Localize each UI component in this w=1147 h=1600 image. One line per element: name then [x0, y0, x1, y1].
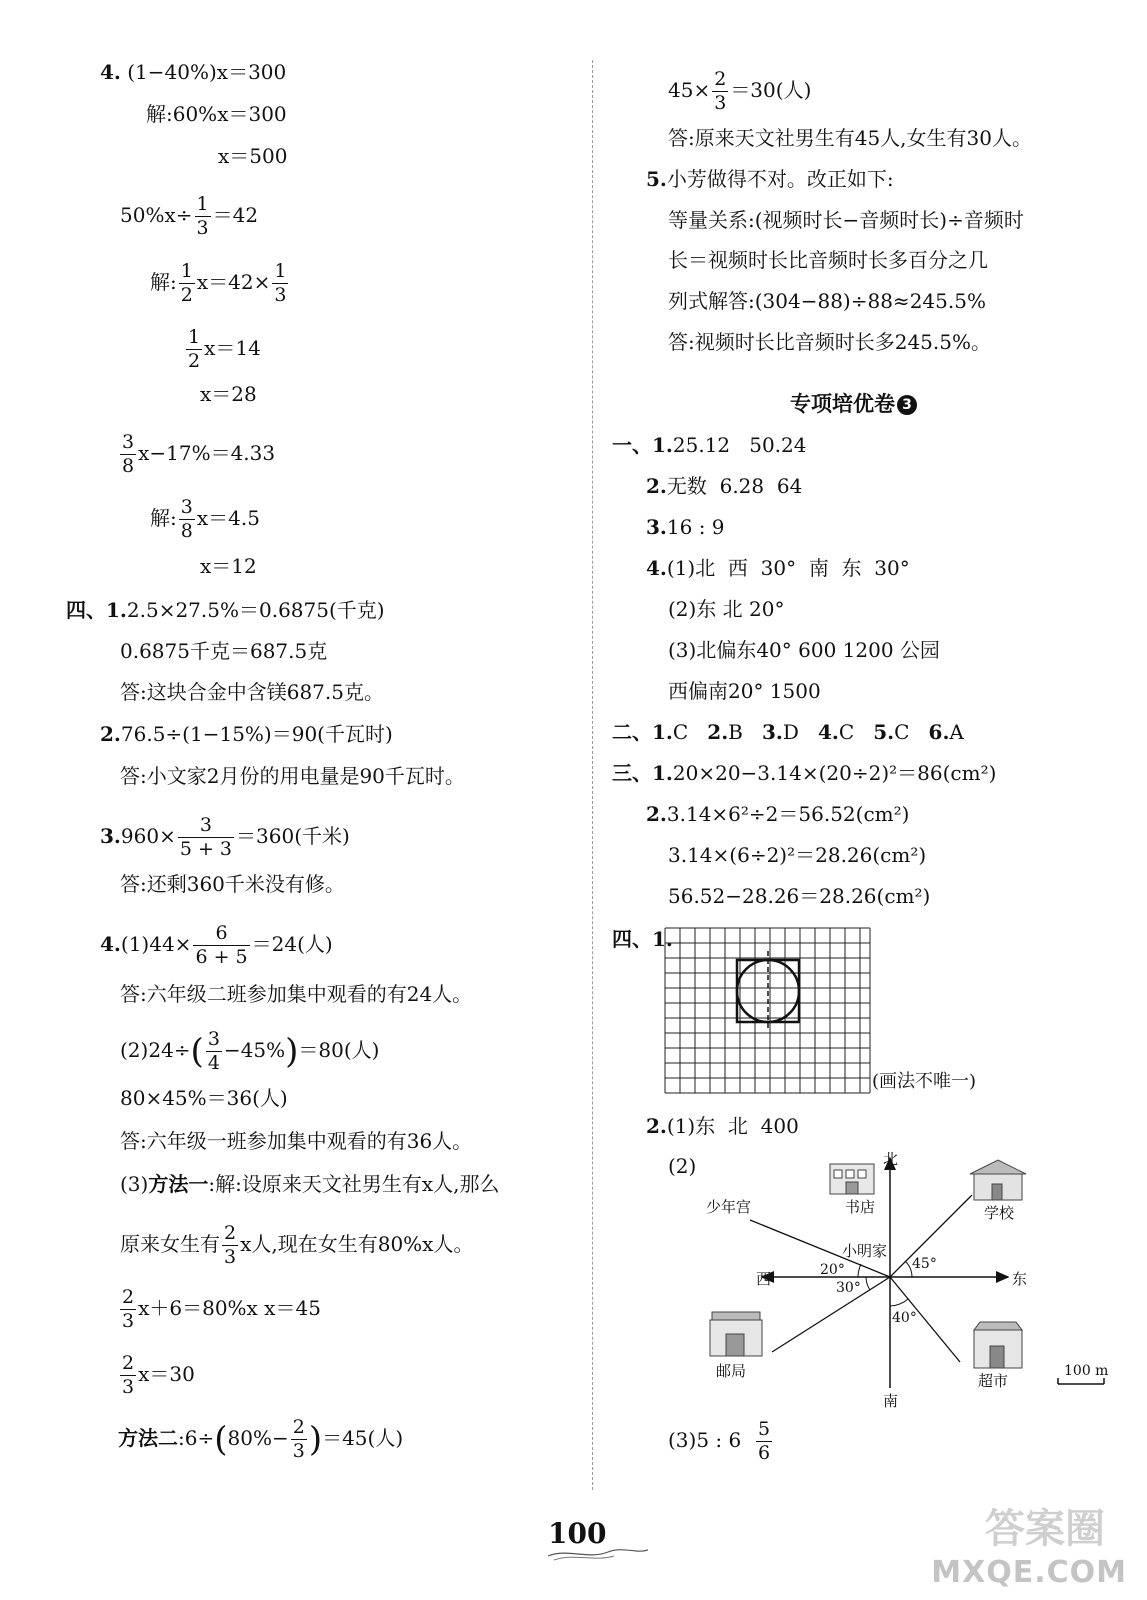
label-angle-20: 20°: [820, 1262, 845, 1278]
label-school: 学校: [984, 1204, 1015, 1222]
sec4-q1-label: 四、1.: [612, 927, 673, 951]
angle-arc-40: [890, 1299, 908, 1306]
sec1-q4-part2: (2)东 北 20°: [668, 597, 785, 621]
sec3-q2-line2: 3.14×(6÷2)²＝28.26(cm²): [668, 843, 927, 867]
sec1-q2: 2.无数 6.28 64: [646, 474, 803, 498]
section-4-q4-part3-line1: (3)方法一:解:设原来天文社男生有x人,那么: [120, 1172, 500, 1196]
sec3-q2: 2.3.14×6²÷2＝56.52(cm²): [646, 802, 910, 826]
watermark-url: MXQE.COM: [931, 1555, 1127, 1590]
section-4-q3-answer: 答:还剩360千米没有修。: [120, 872, 345, 896]
fraction-two-thirds: $\frac{2}{3}$: [292, 1416, 305, 1462]
sec1-q1: 一、1.25.12 50.24: [612, 433, 807, 457]
q5-step-3: x＝28: [200, 382, 257, 406]
label-home: 小明家: [842, 1242, 888, 1260]
fraction-three-quarters: $\frac{3}{4}$: [207, 1028, 220, 1074]
section-4-q2-answer: 答:小文家2月份的用电量是90千瓦时。: [120, 764, 465, 788]
section-4-q4-method2: 方法二:6÷(80%− $\frac{2}{3}$ )＝45(人): [118, 1416, 404, 1462]
label-north: 北: [883, 1150, 899, 1168]
fraction-one-third: $\frac{1}{3}$: [274, 260, 287, 306]
label-west: 西: [756, 1270, 772, 1288]
q4-step-2: x＝500: [218, 144, 288, 168]
sec4-q2-part3: (3)5 : 6 $\frac{5}{6}$: [668, 1418, 771, 1464]
r-q5-relation: 等量关系:(视频时长−音频时长)÷音频时: [668, 208, 1024, 232]
section-4-q4-part1: 4.(1)44× $\frac{6}{6 + 5}$ ＝24(人): [100, 922, 333, 968]
angle-arc-30: [866, 1277, 870, 1290]
q5-equation: 50%x÷ $\frac{1}{3}$ ＝42: [120, 193, 259, 239]
section-4-q4-part3-result: $\frac{2}{3}$ x＝30: [122, 1352, 195, 1398]
q5-step-2: $\frac{1}{2}$ x＝14: [188, 326, 261, 372]
q6-step-1: 解: $\frac{3}{8}$ x＝4.5: [150, 496, 260, 542]
r-q5: 5.小芳做得不对。改正如下:: [646, 167, 894, 191]
q4-equation: 4. (1−40%)x＝300: [100, 60, 287, 84]
r-q5-solution: 列式解答:(304−88)÷88≈245.5%: [668, 289, 986, 313]
r-q5-relation-2: 长＝视频时长比音频时长多百分之几: [668, 248, 988, 272]
watermark-logo-text: 答案圈: [985, 1506, 1105, 1552]
ray-post-office: [772, 1277, 890, 1352]
fraction-two-thirds: $\frac{2}{3}$: [122, 1286, 135, 1332]
fraction-half: $\frac{1}{2}$: [180, 260, 193, 306]
supermarket-icon: [974, 1322, 1022, 1368]
fraction-two-thirds: $\frac{2}{3}$: [714, 68, 727, 114]
sec3-q1: 三、1.20×20−3.14×(20÷2)²＝86(cm²): [612, 761, 997, 785]
label-east: 东: [1012, 1270, 1028, 1288]
section-4-q1-line2: 0.6875千克＝687.5克: [120, 639, 328, 663]
sec3-q2-line3: 56.52−28.26＝28.26(cm²): [668, 884, 931, 908]
bookstore-icon: [830, 1164, 874, 1194]
label-youth-palace: 少年宫: [706, 1198, 752, 1216]
r-q5-answer: 答:视频时长比音频时长多245.5%。: [668, 330, 991, 354]
angle-arc-20: [858, 1264, 861, 1277]
section-4-q2: 2.76.5÷(1−15%)＝90(千瓦时): [100, 722, 393, 746]
school-icon: [970, 1160, 1026, 1200]
fraction-three-eighths: $\frac{3}{8}$: [122, 431, 135, 477]
q4-step-1: 解:60%x＝300: [146, 102, 287, 126]
section-4-q4-part3-equation: $\frac{2}{3}$ x＋6＝80%x x＝45: [122, 1286, 321, 1332]
post-office-icon: [710, 1312, 762, 1356]
section-4-q1-answer: 答:这块合金中含镁687.5克。: [120, 680, 384, 704]
label-bookstore: 书店: [845, 1198, 876, 1216]
section-4-q4-answer1: 答:六年级二班参加集中观看的有24人。: [120, 982, 473, 1006]
sec4-q2-part2-label: (2): [668, 1154, 697, 1178]
sec1-q4-part3: (3)北偏东40° 600 1200 公园: [668, 638, 940, 662]
page-number: 100: [548, 1517, 607, 1550]
fraction-one-third: $\frac{1}{3}$: [196, 193, 209, 239]
sec4-q2: 2.(1)东 北 400: [646, 1114, 799, 1138]
label-angle-40: 40°: [892, 1310, 917, 1326]
fraction-two-thirds: $\frac{2}{3}$: [224, 1222, 237, 1268]
section-4-q4-part2-line2: 80×45%＝36(人): [120, 1086, 288, 1110]
sec1-q3: 3.16 : 9: [646, 515, 725, 539]
sec2-answers: 二、1.C 2.B 3.D 4.C 5.C 6.A: [612, 720, 964, 744]
fraction-two-thirds: $\frac{2}{3}$: [122, 1352, 135, 1398]
fraction-half: $\frac{1}{2}$: [188, 326, 201, 372]
grid-note: (画法不唯一): [872, 1071, 977, 1092]
q6-equation: $\frac{3}{8}$ x−17%＝4.33: [122, 431, 276, 477]
grid-figure: [662, 925, 874, 1097]
r-answer-astronomy: 答:原来天文社男生有45人,女生有30人。: [668, 126, 1032, 150]
sec1-q4-part3-line2: 西偏南20° 1500: [668, 679, 821, 703]
direction-map: [690, 1140, 1110, 1400]
scale-label: 100 m: [1064, 1363, 1109, 1379]
section-title: 专项培优卷 3: [790, 390, 917, 418]
label-supermarket: 超市: [978, 1372, 1009, 1390]
sec1-q4-part1: 4.(1)北 西 30° 南 东 30°: [646, 556, 910, 580]
r-calc-girls: 45× $\frac{2}{3}$ ＝30(人): [668, 68, 812, 114]
wave-decoration: [548, 1546, 648, 1562]
label-post-office: 邮局: [716, 1362, 747, 1380]
section-4-q4-part3-line2: 原来女生有 $\frac{2}{3}$ x人,现在女生有80%x人。: [120, 1222, 474, 1268]
q5-step-1: 解: $\frac{1}{2}$ x＝42× $\frac{1}{3}$: [150, 260, 287, 306]
angle-arc-45: [905, 1261, 912, 1277]
label-south: 南: [883, 1392, 899, 1410]
section-4-q3: 3.960× $\frac{3}{5 + 3}$ ＝360(千米): [100, 814, 350, 860]
q6-step-2: x＝12: [200, 554, 257, 578]
section-number-badge: 3: [897, 395, 917, 415]
fraction-five-sixths: $\frac{5}{6}$: [757, 1418, 771, 1464]
fraction-3-over-5-plus-3: $\frac{3}{5 + 3}$: [179, 814, 233, 860]
fraction-three-eighths: $\frac{3}{8}$: [180, 496, 193, 542]
label-angle-30: 30°: [836, 1280, 861, 1296]
fraction-6-over-6-plus-5: $\frac{6}{6 + 5}$: [195, 922, 248, 968]
label-angle-45: 45°: [912, 1256, 937, 1272]
section-4-q4-part2: (2)24÷( $\frac{3}{4}$ −45%)＝80(人): [120, 1028, 380, 1074]
column-divider: [592, 60, 593, 1490]
section-4-q4-answer2: 答:六年级一班参加集中观看的有36人。: [120, 1129, 473, 1153]
section-4-q1: 四、1.2.5×27.5%＝0.6875(千克): [66, 598, 385, 622]
